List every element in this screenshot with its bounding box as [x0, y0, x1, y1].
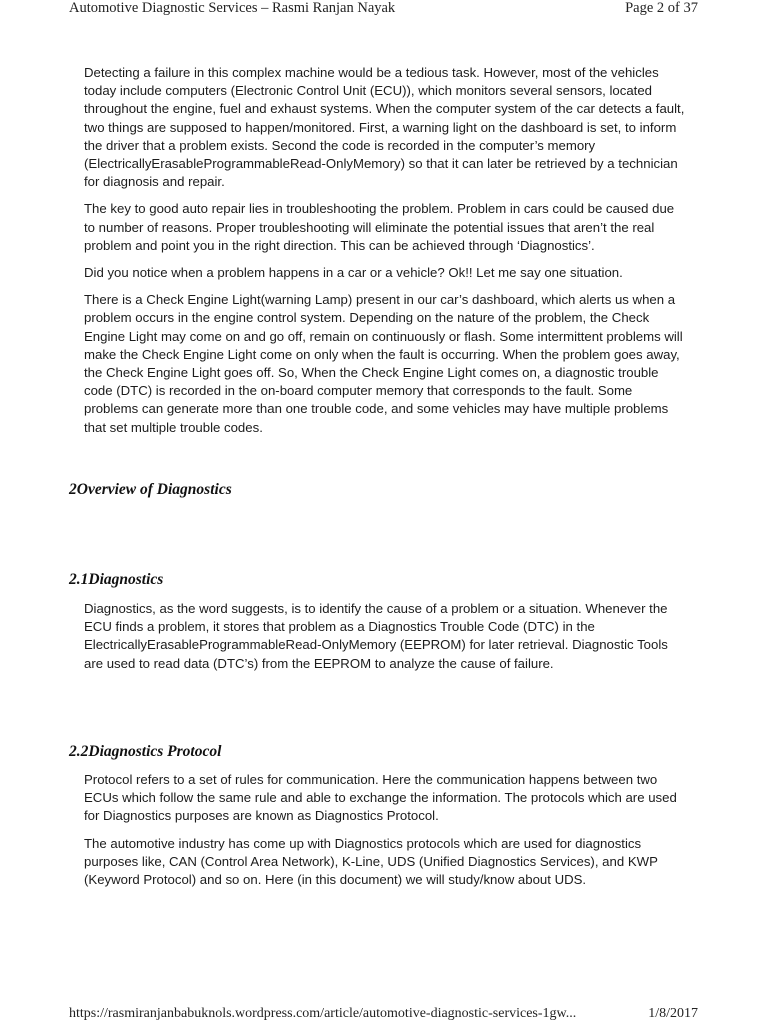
intro-paragraph: Detecting a failure in this complex machine would be a tedious task. However, most of the vehicles today include computers (Electronic Control Unit (ECU)), which monitors several sensors, located throughout the engine, fuel and exhaust systems. When the computer system of the car detects a fault, two things are supposed to happen/monitored. First, a warning light on the dashboard is set, to inform the driver that a problem exists. Second the code is recorded in the computer’s memory (ElectricallyErasableProgrammableRead-OnlyMemory) so that it can later be retrieved by a technician for diagnosis and repair.: [84, 65, 685, 190]
intro-section: [84, 64, 688, 446]
source-url: https://rasmiranjanbabuknols.wordpress.com/article/automotive-diagnostic-services-1gw...: [69, 1006, 577, 1021]
section-paragraph: The automotive industry has come up with Diagnostics protocols which are used for diagnostics purposes like, CAN (Control Area Network), K-Line, UDS (Unified Diagnostics Services), and KWP (Keyword Protocol) and so on. Here (in this document) we will study/know about UDS.: [84, 835, 658, 888]
document-title: Automotive Diagnostic Services – Rasmi Ranjan Nayak: [69, 0, 396, 16]
page-footer: [69, 1002, 698, 1022]
intro-paragraph: There is a Check Engine Light(warning Lamp) present in our car’s dashboard, which alerts us when a problem occurs in the engine control system. Depending on the nature of the problem, the Check Engine Light may come on and go off, remain on continuously or flash. Some intermittent problems will make the Check Engine Light come on only when the fault is occurring. When the problem goes away, the Check Engine Light goes off. So, When the Check Engine Light comes on, a diagnostic trouble code (DTC) is recorded in the on-board computer memory that corresponds to the fault. Some problems can generate more than one trouble code, and some vehicles may have multiple problems that set multiple trouble codes.: [84, 292, 683, 435]
diagnostics-section: [84, 600, 688, 682]
protocol-section: [84, 771, 688, 898]
page-header: [69, 0, 698, 22]
intro-paragraph: The key to good auto repair lies in troubleshooting the problem. Problem in cars could be caused due to number of reasons. Proper troubleshooting will eliminate the potential issues that aren’t the real problem and point you in the right direction. This can be achieved through ‘Diagnostics’.: [84, 201, 675, 253]
section-paragraph: Protocol refers to a set of rules for communication. Here the communication happens between two ECUs which follow the same rule and able to exchange the information. The protocols which are used for Diagnostics purposes are known as Diagnostics Protocol.: [84, 772, 677, 824]
section-heading-overview: 2Overview of Diagnostics: [69, 481, 232, 498]
page-number: Page 2 of 37: [625, 0, 698, 16]
section-heading-protocol: 2.2Diagnostics Protocol: [69, 743, 222, 760]
intro-paragraph: Did you notice when a problem happens in a car or a vehicle? Ok!! Let me say one situation.: [84, 265, 623, 281]
section-paragraph: Diagnostics, as the word suggests, is to identify the cause of a problem or a situation. Whenever the ECU finds a problem, it stores that problem as a Diagnostics Trouble Code (DTC) in the ElectricallyErasableProgrammableRead-OnlyMemory (EEPROM) for later retrieval. Diagnostic Tools are used to read data (DTC’s) from the EEPROM to analyze the cause of failure.: [84, 601, 668, 671]
print-date: 1/8/2017: [648, 1006, 698, 1021]
section-heading-diagnostics: 2.1Diagnostics: [69, 571, 164, 588]
